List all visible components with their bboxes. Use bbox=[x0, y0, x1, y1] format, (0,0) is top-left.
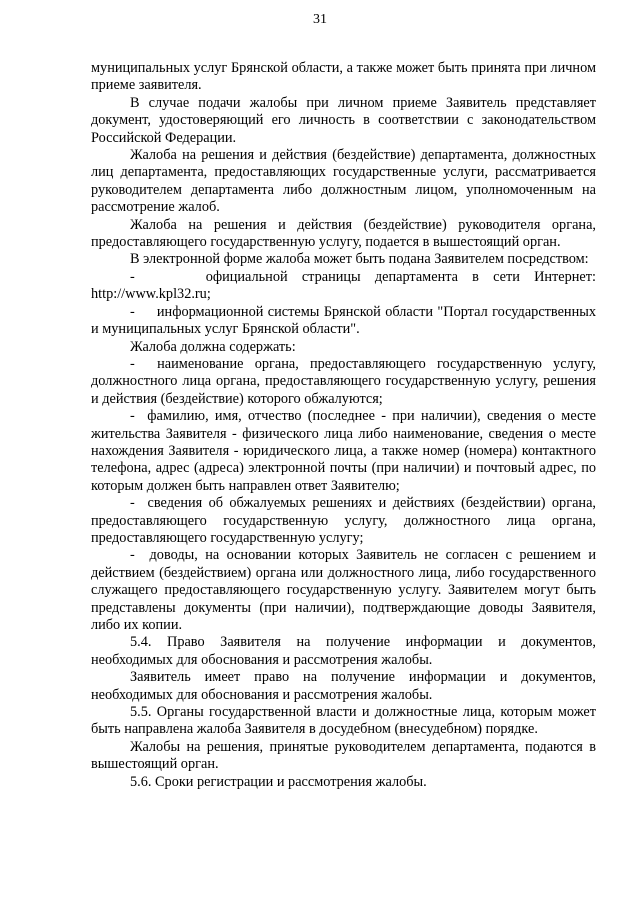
paragraph: В электронной форме жалоба может быть подана Заявителем посредством: bbox=[130, 251, 589, 268]
paragraph: - доводы, на основании которых Заявитель не согласен с решением и действием (бездействием) органа или должностного лица, либо государственного служащего предоставляющего государственную услугу. Заявителем могут быть представлены документы (при наличии), подтверждающие доводы Заявителя, либо их копии. bbox=[91, 547, 596, 633]
paragraph: - сведения об обжалуемых решениях и действиях (бездействии) органа, предоставляющего государственную услугу, должностного лица органа, предоставляющего государственную услугу; bbox=[91, 495, 596, 546]
paragraph: муниципальных услуг Брянской области, а также может быть принята при личном приеме заявителя. bbox=[91, 60, 596, 94]
paragraph: - фамилию, имя, отчество (последнее - при наличии), сведения о месте жительства Заявителя - физического лица либо наименование, сведения о месте нахождения Заявителя - юридического лица, а также номер (номера) контактного телефона, адрес (адреса) электронной почты (при наличии) и почтовый адрес, по которым должен быть направлен ответ Заявителю; bbox=[91, 408, 596, 494]
paragraph: 5.6. Сроки регистрации и рассмотрения жалобы. bbox=[130, 773, 427, 790]
paragraph: Жалобы на решения, принятые руководителем департамента, подаются в вышестоящий орган. bbox=[91, 738, 596, 773]
paragraph: - информационной системы Брянской области "Портал государственных и муниципальных услуг Брянской области". bbox=[91, 303, 596, 338]
paragraph: - наименование органа, предоставляющего государственную услугу, должностного лица органа, предоставляющего государственную услугу, решения и действия (бездействие) которого обжалуются; bbox=[91, 355, 596, 407]
paragraph: - официальной страницы департамента в сети Интернет: http://www.kpl32.ru; bbox=[91, 268, 596, 303]
page-number: 31 bbox=[313, 12, 327, 27]
body-text bbox=[91, 60, 596, 791]
paragraph: В случае подачи жалобы при личном приеме Заявитель представляет документ, удостоверяющий его личность в соответствии с законодательством Российской Федерации. bbox=[91, 94, 596, 146]
paragraph: Жалоба на решения и действия (бездействие) департамента, должностных лиц департамента, предоставляющих государственные услуги, рассматривается руководителем департамента либо должностным лицом, уполномоченным на рассмотрение жалоб. bbox=[91, 147, 596, 216]
paragraph: 5.4. Право Заявителя на получение информации и документов, необходимых для обоснования и рассмотрения жалобы. bbox=[91, 634, 596, 668]
paragraph: Жалоба должна содержать: bbox=[130, 338, 296, 355]
paragraph: Заявитель имеет право на получение информации и документов, необходимых для обоснования и рассмотрения жалобы. bbox=[91, 669, 596, 703]
paragraph: 5.5. Органы государственной власти и должностные лица, которым может быть направлена жалоба Заявителя в досудебном (внесудебном) порядке. bbox=[91, 704, 596, 738]
paragraph: Жалоба на решения и действия (бездействие) руководителя органа, предоставляющего государственную услугу, подается в вышестоящий орган. bbox=[91, 216, 596, 251]
